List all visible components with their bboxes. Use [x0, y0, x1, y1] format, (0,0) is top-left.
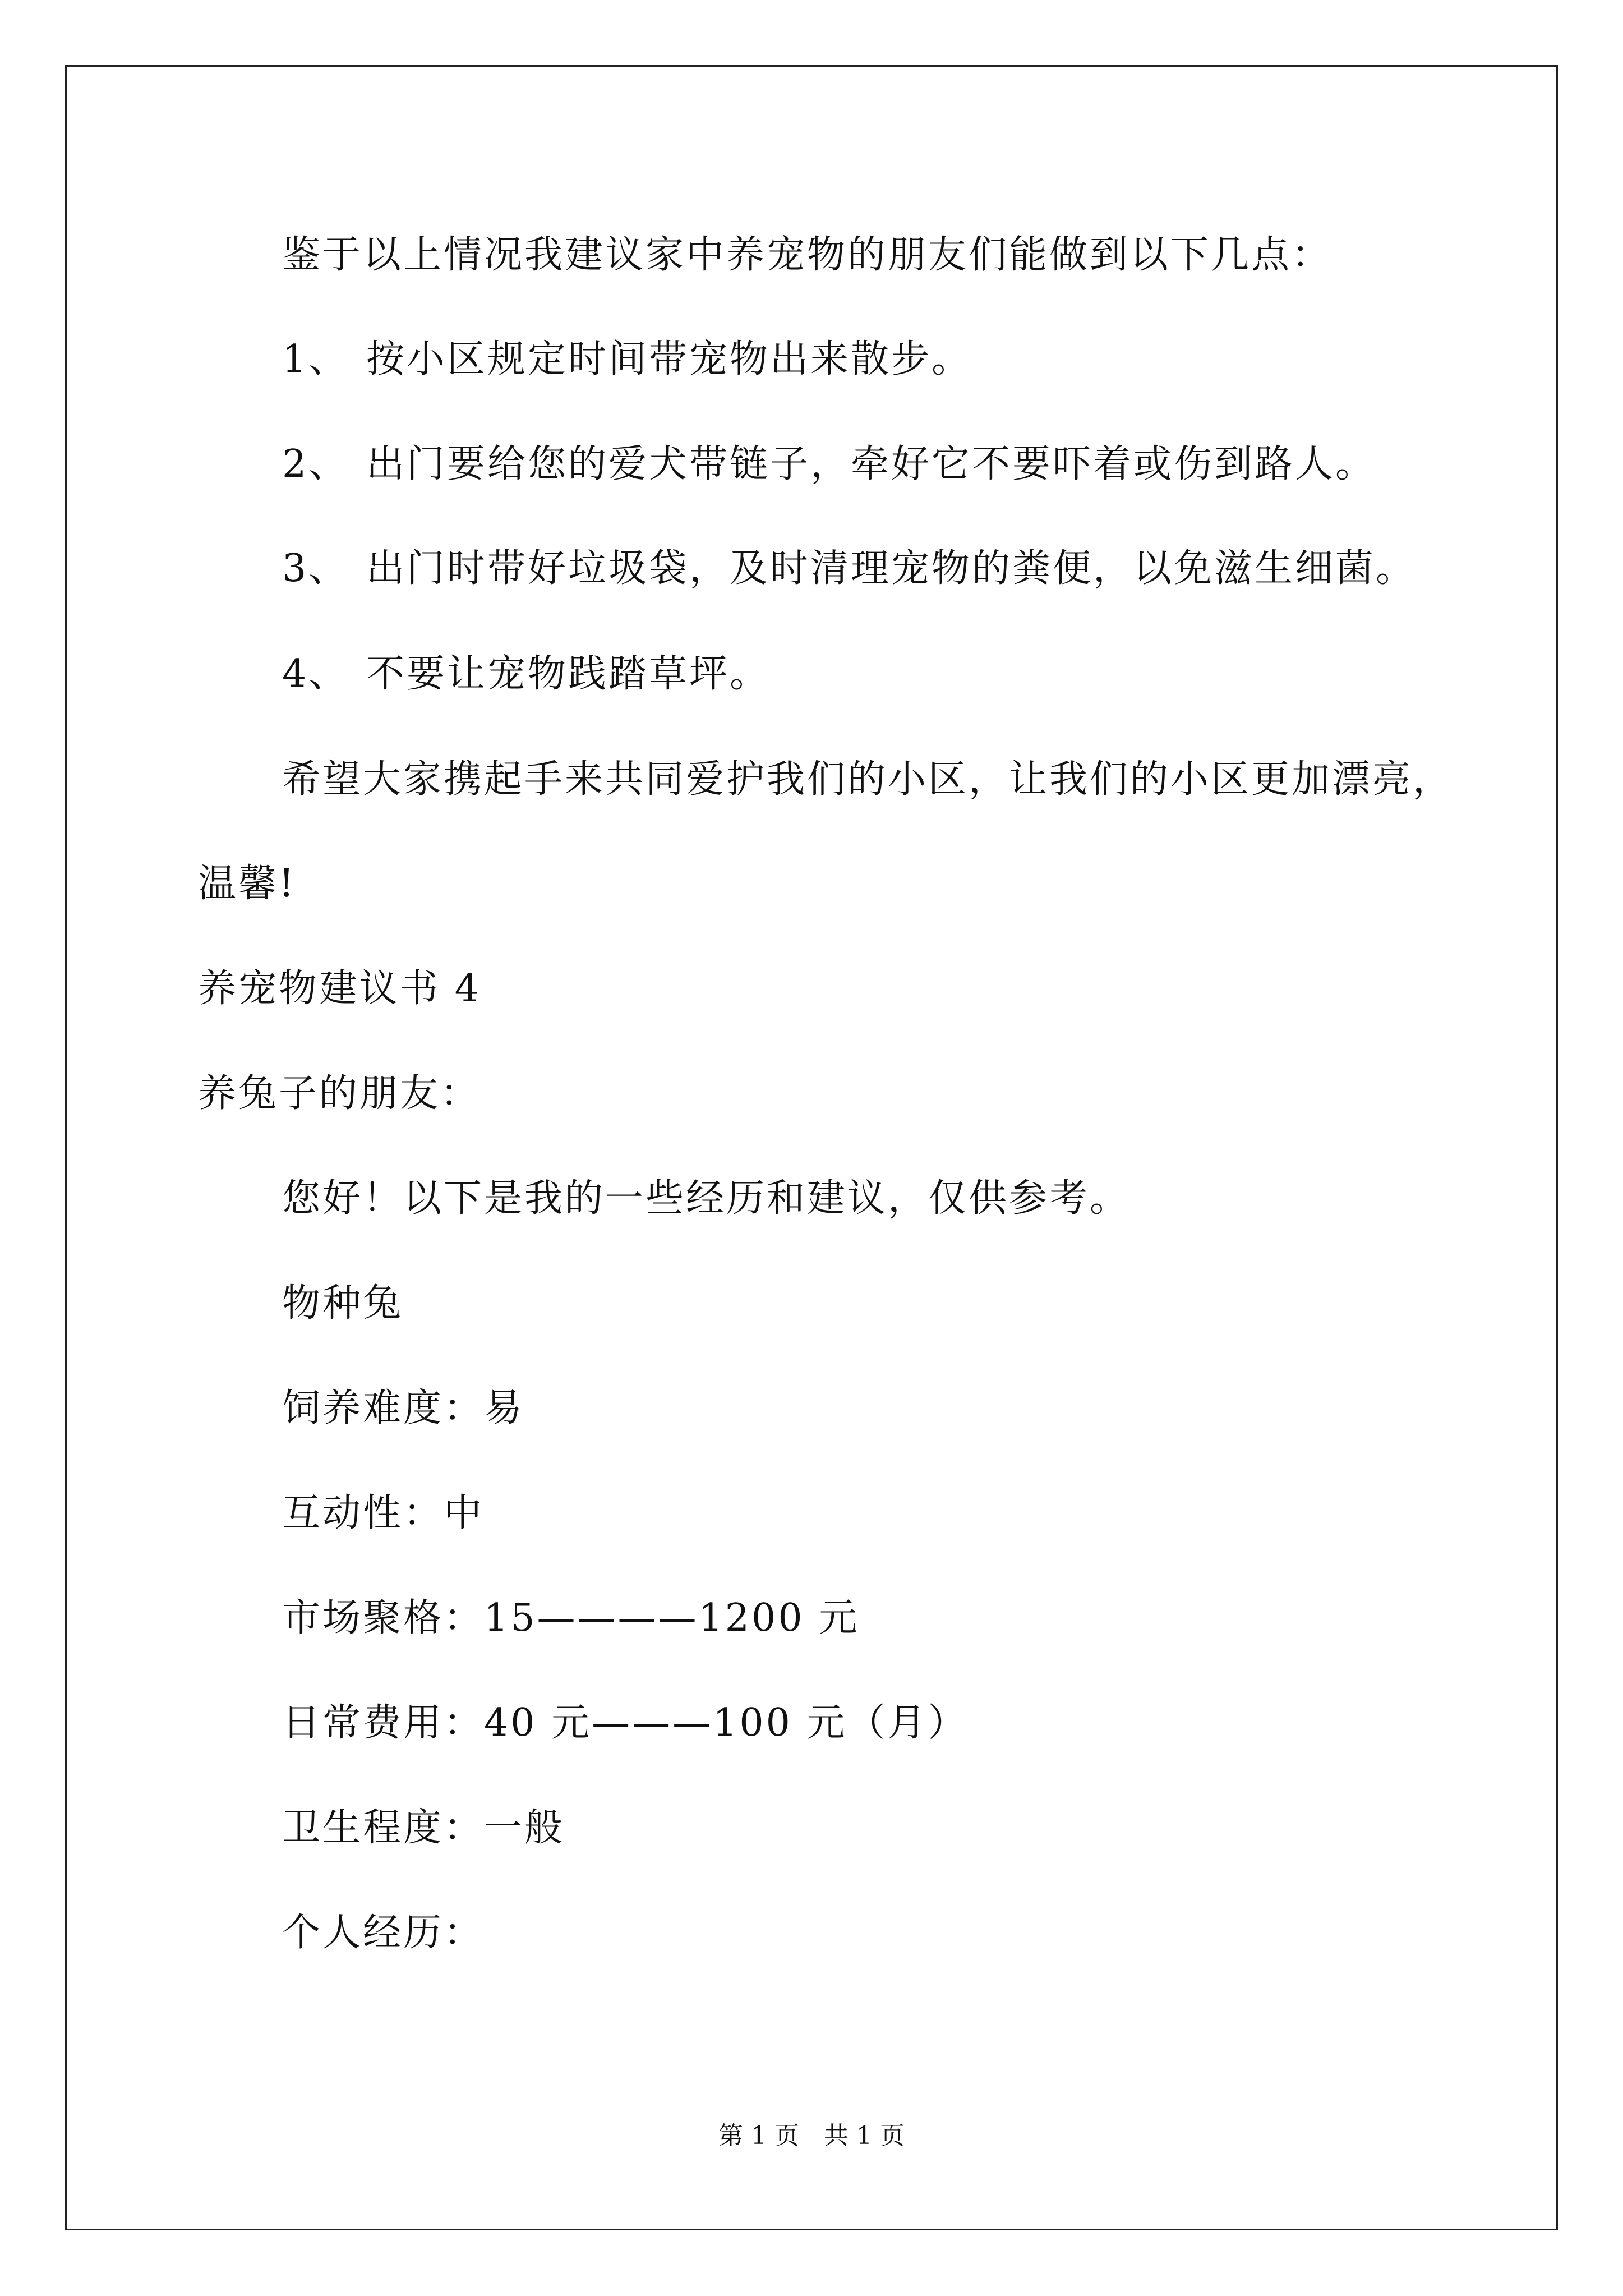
- interactivity-line: 互动性：中: [282, 1491, 485, 1535]
- list-item-number: 1、: [282, 337, 349, 381]
- page-number-total: 共 1 页: [824, 2122, 905, 2150]
- list-item: [282, 652, 770, 697]
- page-footer: [0, 2119, 1623, 2153]
- list-item-number: 3、: [282, 546, 349, 591]
- greeting: 您好！以下是我的一些经历和建议，仅供参考。: [282, 1176, 1131, 1221]
- list-item: [282, 442, 1376, 487]
- daily-cost-line: 日常费用：40 元———100 元（月）: [282, 1701, 969, 1745]
- list-item-text: 按小区规定时间带宠物出来散步。: [366, 337, 972, 381]
- list-item: [282, 337, 972, 382]
- list-item: [282, 546, 1416, 591]
- hope-paragraph-line1: 希望大家携起手来共同爱护我们的小区，让我们的小区更加漂亮，: [282, 757, 1454, 802]
- salutation: 养兔子的朋友：: [198, 1071, 481, 1116]
- list-item-number: 2、: [282, 442, 349, 486]
- section-title: 养宠物建议书 4: [198, 967, 481, 1011]
- list-item-number: 4、: [282, 652, 349, 696]
- hygiene-line: 卫生程度：一般: [282, 1806, 565, 1850]
- experience-line: 个人经历：: [282, 1911, 485, 1955]
- page-number-current: 第 1 页: [718, 2122, 799, 2150]
- page-border: [65, 65, 1558, 2230]
- species-line: 物种兔: [282, 1281, 404, 1326]
- intro-paragraph: 鉴于以上情况我建议家中养宠物的朋友们能做到以下几点：: [282, 233, 1332, 277]
- list-item-text: 出门时带好垃圾袋，及时清理宠物的粪便，以免滋生细菌。: [366, 546, 1417, 591]
- difficulty-line: 饲养难度：易: [282, 1386, 525, 1430]
- market-price-line: 市场聚格：15————1200 元: [282, 1596, 860, 1640]
- hope-paragraph-line2: 温馨!: [198, 862, 297, 906]
- list-item-text: 不要让宠物践踏草坪。: [366, 652, 771, 696]
- list-item-text: 出门要给您的爱犬带链子，牵好它不要吓着或伤到路人。: [366, 442, 1376, 486]
